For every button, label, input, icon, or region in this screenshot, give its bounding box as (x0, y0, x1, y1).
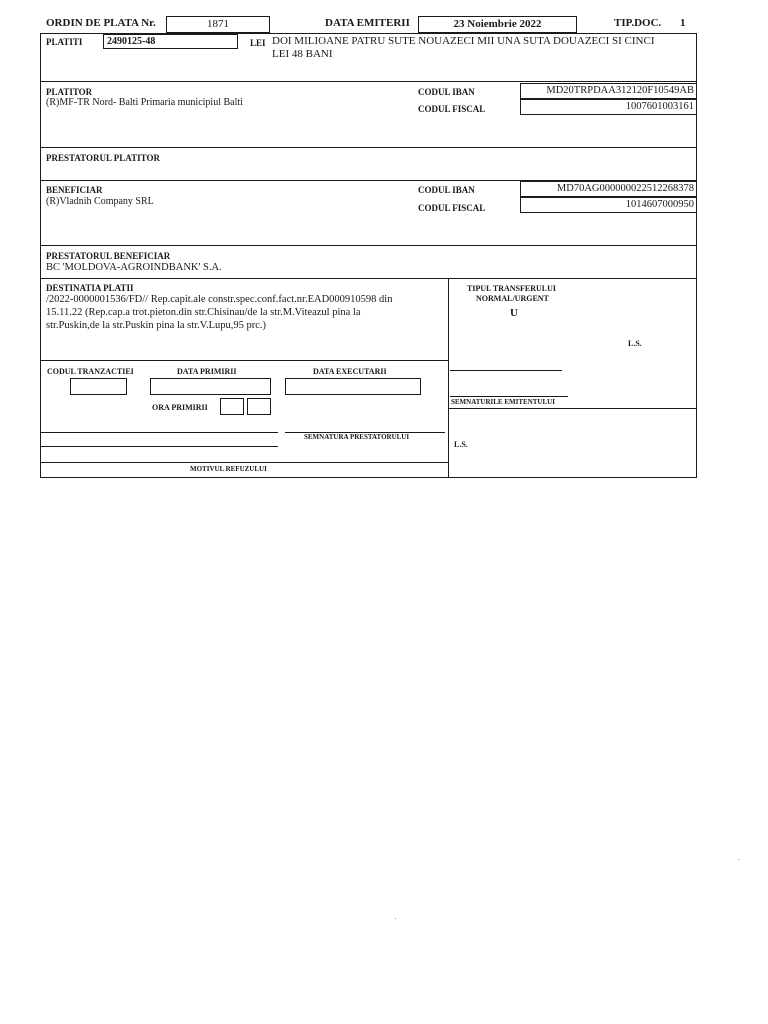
divider (40, 462, 448, 463)
refusal-reason-label: MOTIVUL REFUZULUI (190, 465, 267, 473)
currency-label: LEI (250, 38, 266, 48)
execution-date-field[interactable] (285, 378, 421, 395)
beneficiary-fiscal-box (520, 197, 697, 213)
received-date-label: DATA PRIMIRII (177, 367, 237, 376)
signature-line (40, 432, 278, 433)
signature-line (450, 370, 562, 371)
divider (40, 245, 697, 246)
payer-name: (R)MF-TR Nord- Balti Primaria municipiul Balti (46, 97, 243, 108)
beneficiary-iban-box (520, 181, 697, 197)
signature-line (450, 396, 568, 397)
received-time-minute-field[interactable] (247, 398, 271, 415)
amount-value: 2490125-48 (107, 36, 156, 47)
beneficiary-iban-value: MD70AG000000022512268378 (556, 183, 694, 194)
destination-line3: str.Puskin,de la str.Puskin pina la str.V.Lupu,95 prc.) (46, 320, 267, 331)
provider-signature-label: SEMNATURA PRESTATORULUI (304, 433, 410, 441)
beneficiary-fiscal-value: 1014607000950 (625, 199, 694, 210)
amount-label: PLATITI (46, 37, 83, 47)
payer-iban-value: MD20TRPDAA312120F10549AB (546, 85, 694, 96)
seal-placeholder-top: L.S. (628, 339, 642, 348)
beneficiary-fiscal-label: CODUL FISCAL (418, 203, 486, 213)
received-date-field[interactable] (150, 378, 271, 395)
transaction-code-label: CODUL TRANZACTIEI (47, 367, 134, 376)
received-time-label: ORA PRIMIRII (152, 403, 208, 412)
seal-placeholder-bottom: L.S. (454, 440, 468, 449)
beneficiary-iban-label: CODUL IBAN (418, 185, 475, 195)
divider (40, 278, 697, 279)
amount-words-line1: DOI MILIOANE PATRU SUTE NOUAZECI MII UNA SUTA DOUAZECI SI CINCI (272, 35, 655, 47)
issue-date-value: 23 Noiembrie 2022 (453, 18, 542, 30)
destination-label: DESTINATIA PLATII (46, 283, 134, 293)
transaction-code-field[interactable] (70, 378, 127, 395)
payer-fiscal-label: CODUL FISCAL (418, 104, 486, 114)
transfer-mode-label: NORMAL/URGENT (476, 294, 549, 303)
payer-iban-label: CODUL IBAN (418, 87, 475, 97)
destination-line1: /2022-0000001536/FD// Rep.capit.ale constr.spec.conf.fact.nr.EAD000910598 din (46, 294, 393, 305)
beneficiary-provider-label: PRESTATORUL BENEFICIAR (46, 251, 171, 261)
order-number-label: ORDIN DE PLATA Nr. (46, 17, 156, 29)
payer-label: PLATITOR (46, 87, 93, 97)
divider (448, 408, 697, 409)
doc-type-value: 1 (680, 17, 686, 29)
doc-type-label: TIP.DOC. (614, 17, 662, 29)
order-number-box (166, 16, 270, 33)
amount-words-line2: LEI 48 BANI (272, 48, 333, 60)
execution-date-label: DATA EXECUTARII (313, 367, 387, 376)
payer-provider-label: PRESTATORUL PLATITOR (46, 153, 160, 163)
beneficiary-label: BENEFICIAR (46, 185, 103, 195)
payer-fiscal-box (520, 99, 697, 115)
divider (40, 81, 697, 82)
payer-iban-box (520, 83, 697, 99)
scan-speck (395, 918, 396, 919)
beneficiary-name: (R)Vladnih Company SRL (46, 196, 154, 207)
divider (40, 147, 697, 148)
destination-line2: 15.11.22 (Rep.cap.a trot.pieton.din str.Chisinau/de la str.M.Viteazul pina la (46, 307, 361, 318)
issuer-signatures-label: SEMNATURILE EMITENTULUI (451, 398, 555, 406)
payer-fiscal-value: 1007601003161 (625, 101, 694, 112)
order-number-value: 1871 (207, 18, 229, 30)
transfer-type-value: U (510, 307, 518, 319)
beneficiary-provider-value: BC 'MOLDOVA-AGROINDBANK' S.A. (46, 262, 222, 273)
received-time-hour-field[interactable] (220, 398, 244, 415)
transfer-type-label: TIPUL TRANSFERULUI (467, 284, 556, 293)
issue-date-box (418, 16, 577, 33)
scan-speck (738, 859, 739, 860)
issue-date-label: DATA EMITERII (325, 17, 410, 29)
refusal-line (40, 446, 278, 447)
amount-box (103, 34, 238, 49)
divider (40, 360, 448, 361)
column-divider (448, 278, 449, 478)
